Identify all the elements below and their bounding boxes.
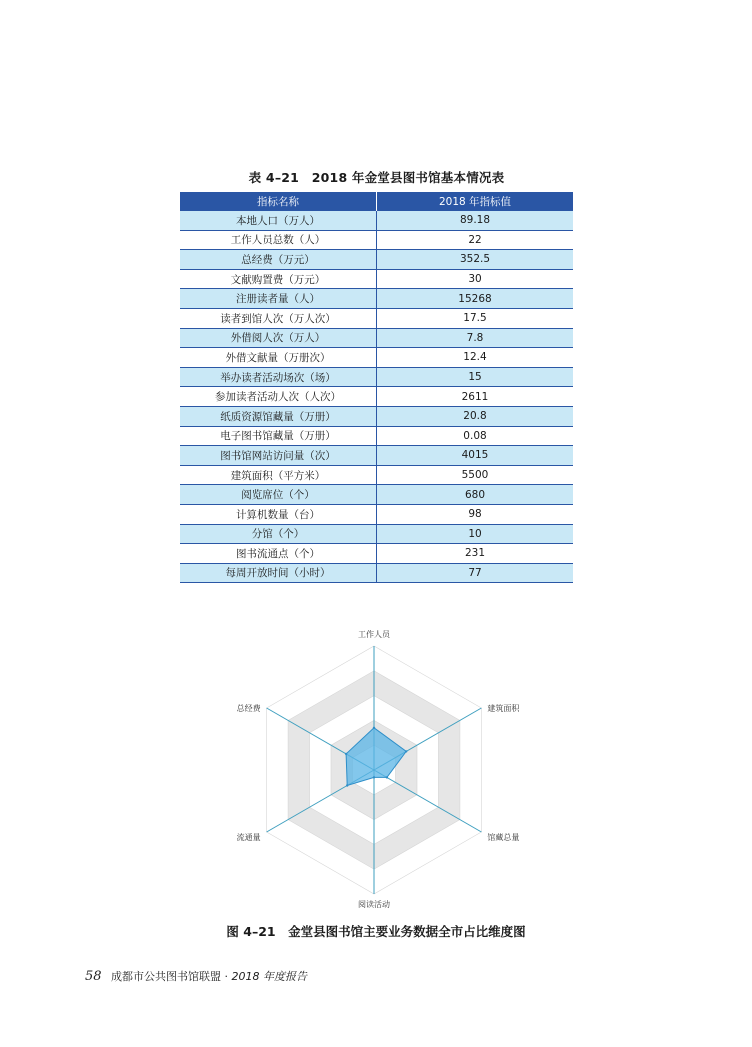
footer-org: 成都市公共图书馆联盟 — [111, 970, 222, 983]
row-name: 计算机数量（台） — [180, 504, 377, 524]
radar-axis-label: 总经费 — [236, 704, 261, 713]
radar-chart — [0, 615, 752, 915]
row-name: 外借文献量（万册次） — [180, 348, 377, 368]
row-name: 读者到馆人次（万人次） — [180, 308, 377, 328]
row-name: 参加读者活动人次（人次） — [180, 387, 377, 407]
row-name: 外借阅人次（万人） — [180, 328, 377, 348]
table-header-row — [180, 192, 573, 211]
radar-data-point — [386, 776, 388, 778]
row-value: 231 — [377, 544, 574, 564]
row-name: 文献购置费（万元） — [180, 269, 377, 289]
table-row — [180, 426, 573, 446]
row-value: 30 — [377, 269, 574, 289]
table-row — [180, 328, 573, 348]
footer-report-title: 2018 年度报告 — [231, 970, 308, 983]
row-value: 5500 — [377, 465, 574, 485]
radar-chart-container — [0, 615, 752, 915]
radar-axis-label: 工作人员 — [358, 630, 390, 639]
table-row — [180, 446, 573, 466]
row-name: 总经费（万元） — [180, 250, 377, 270]
radar-axis-label: 馆藏总量 — [487, 833, 520, 842]
row-name: 建筑面积（平方米） — [180, 465, 377, 485]
row-name: 举办读者活动场次（场） — [180, 367, 377, 387]
row-value: 98 — [377, 504, 574, 524]
figure-caption: 图 4–21 金堂县图书馆主要业务数据全市占比维度图 — [226, 924, 526, 939]
library-stats-table — [180, 192, 573, 583]
row-name: 本地人口（万人） — [180, 211, 377, 230]
table-row — [180, 406, 573, 426]
radar-axis-label: 建筑面积 — [487, 704, 520, 713]
table-row — [180, 250, 573, 270]
row-value: 680 — [377, 485, 574, 505]
page-number: 58 — [85, 969, 102, 984]
row-value: 15268 — [377, 289, 574, 309]
radar-axis-label: 阅读活动 — [358, 900, 390, 909]
radar-data-point — [373, 776, 375, 778]
row-value: 7.8 — [377, 328, 574, 348]
footer-separator: · — [224, 970, 229, 983]
row-value: 17.5 — [377, 308, 574, 328]
radar-data-point — [345, 753, 347, 755]
row-name: 阅览席位（个） — [180, 485, 377, 505]
row-name: 图书流通点（个） — [180, 544, 377, 564]
row-name: 分馆（个） — [180, 524, 377, 544]
table-row — [180, 367, 573, 387]
row-name: 图书馆网站访问量（次） — [180, 446, 377, 466]
table-row — [180, 308, 573, 328]
row-value: 20.8 — [377, 406, 574, 426]
radar-data-point — [346, 784, 348, 786]
row-name: 注册读者量（人） — [180, 289, 377, 309]
row-value: 4015 — [377, 446, 574, 466]
row-name: 电子图书馆藏量（万册） — [180, 426, 377, 446]
row-name: 工作人员总数（人） — [180, 230, 377, 250]
row-value: 10 — [377, 524, 574, 544]
row-value: 0.08 — [377, 426, 574, 446]
row-value: 22 — [377, 230, 574, 250]
radar-data-point — [405, 750, 407, 752]
table-row — [180, 269, 573, 289]
row-name: 纸质资源馆藏量（万册） — [180, 406, 377, 426]
row-name: 每周开放时间（小时） — [180, 563, 377, 583]
row-value: 352.5 — [377, 250, 574, 270]
table-row — [180, 544, 573, 564]
radar-axis-label: 流通量 — [236, 833, 261, 842]
table-row — [180, 504, 573, 524]
table-row — [180, 289, 573, 309]
table-row — [180, 211, 573, 230]
header-indicator-value: 2018 年指标值 — [377, 192, 574, 211]
table-row — [180, 524, 573, 544]
table-row — [180, 563, 573, 583]
table-row — [180, 348, 573, 368]
row-value: 2611 — [377, 387, 574, 407]
row-value: 89.18 — [377, 211, 574, 230]
table-row — [180, 465, 573, 485]
table-caption: 表 4–21 2018 年金堂县图书馆基本情况表 — [248, 170, 505, 185]
table-row — [180, 485, 573, 505]
row-value: 77 — [377, 563, 574, 583]
table-row — [180, 230, 573, 250]
radar-data-point — [373, 727, 375, 729]
page-footer — [85, 968, 307, 984]
row-value: 15 — [377, 367, 574, 387]
table-row — [180, 387, 573, 407]
header-indicator-name: 指标名称 — [180, 192, 377, 211]
row-value: 12.4 — [377, 348, 574, 368]
